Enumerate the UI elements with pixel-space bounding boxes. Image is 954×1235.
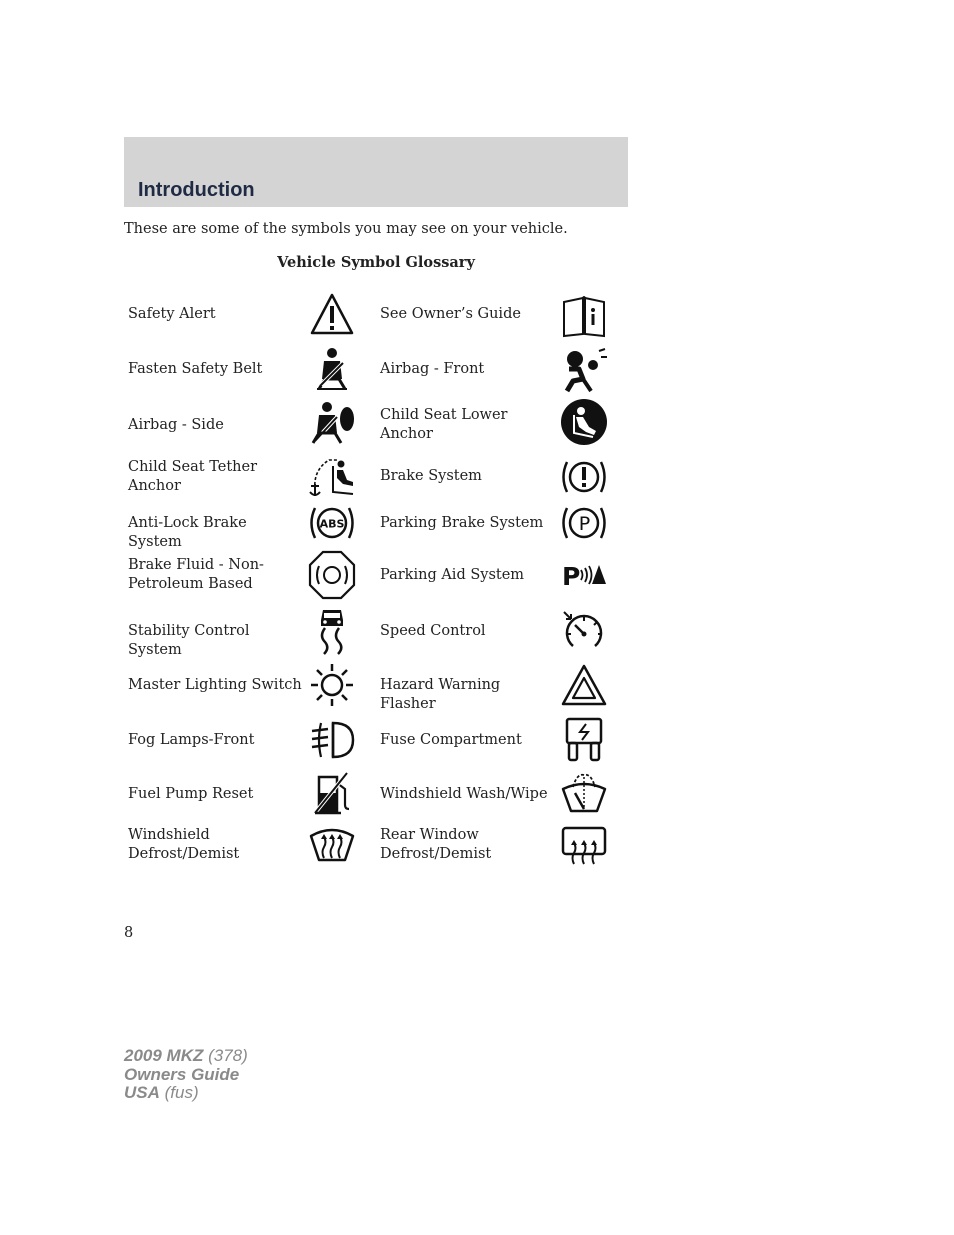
windshield-defrost-icon (307, 820, 357, 870)
child-seat-tether-anchor-icon (307, 452, 357, 502)
symbol-label: Fasten Safety Belt (128, 361, 263, 377)
abs-text: ABS (319, 517, 345, 531)
glossary-row (124, 345, 628, 395)
symbol-label: Child Seat Lower Anchor (380, 407, 508, 442)
parking-aid-text: P (562, 562, 581, 591)
hazard-warning-icon (559, 660, 609, 710)
symbol-label: Anti-Lock Brake System (128, 515, 247, 550)
brake-system-icon (559, 452, 609, 502)
glossary-row (124, 452, 628, 502)
document-footer (124, 1047, 248, 1103)
symbol-label: Parking Brake System (380, 515, 544, 531)
symbol-label: Stability Control System (128, 623, 250, 658)
footer-region: USA (124, 1083, 160, 1102)
symbol-label: Airbag - Side (128, 417, 224, 433)
brake-fluid-icon (307, 550, 357, 600)
parking-aid-icon (559, 550, 609, 600)
footer-model-code: (378) (208, 1046, 248, 1065)
parking-brake-icon (559, 500, 609, 550)
symbol-label: Safety Alert (128, 306, 216, 322)
owners-guide-icon (559, 290, 609, 340)
master-lighting-icon (307, 660, 357, 710)
abs-icon (307, 500, 357, 550)
speed-control-icon (559, 606, 609, 656)
airbag-side-icon (307, 399, 357, 449)
stability-control-icon (307, 606, 357, 656)
symbol-label: Speed Control (380, 623, 486, 639)
fog-lamps-icon (307, 715, 357, 765)
fuse-compartment-icon (559, 715, 609, 765)
symbol-label: Parking Aid System (380, 567, 525, 583)
footer-guide-title: Owners Guide (124, 1064, 240, 1084)
symbol-label: See Owner’s Guide (380, 306, 521, 322)
symbol-label: Fog Lamps-Front (128, 732, 255, 748)
symbol-label: Windshield Wash/Wipe (380, 786, 548, 802)
symbol-label: Hazard Warning Flasher (380, 677, 501, 712)
symbol-label: Rear Window Defrost/Demist (380, 827, 492, 862)
symbol-label: Master Lighting Switch (128, 677, 302, 693)
symbol-label: Brake System (380, 468, 482, 484)
footer-region-code: (fus) (164, 1083, 199, 1102)
glossary-row (124, 397, 628, 449)
symbol-label: Fuel Pump Reset (128, 786, 254, 802)
symbol-label: Fuse Compartment (380, 732, 522, 748)
windshield-wash-icon (559, 769, 609, 819)
glossary-row (124, 290, 628, 340)
airbag-front-icon (559, 345, 609, 395)
symbol-label: Windshield Defrost/Demist (128, 827, 240, 862)
glossary-row (124, 769, 628, 819)
glossary-row (124, 606, 628, 656)
glossary-title: Vehicle Symbol Glossary (277, 254, 475, 271)
section-title: Introduction (138, 179, 255, 201)
footer-model: 2009 MKZ (124, 1046, 204, 1065)
symbol-label: Airbag - Front (380, 361, 485, 377)
glossary-row (124, 715, 628, 765)
child-seat-lower-anchor-icon (559, 397, 609, 447)
rear-defrost-icon (559, 820, 609, 870)
section-header (124, 137, 628, 207)
intro-text: These are some of the symbols you may see on your vehicle. (124, 221, 568, 237)
safety-alert-icon (307, 290, 357, 340)
glossary-row (124, 500, 628, 550)
page-number: 8 (124, 925, 134, 941)
parking-brake-text: P (578, 513, 591, 535)
symbol-label: Brake Fluid - Non-Petroleum Based (128, 557, 264, 592)
glossary-row (124, 820, 628, 870)
fuel-pump-reset-icon (307, 769, 357, 819)
glossary-row (124, 550, 628, 600)
symbol-label: Child Seat Tether Anchor (128, 459, 257, 494)
glossary-row (124, 660, 628, 710)
seat-belt-icon (307, 345, 357, 395)
